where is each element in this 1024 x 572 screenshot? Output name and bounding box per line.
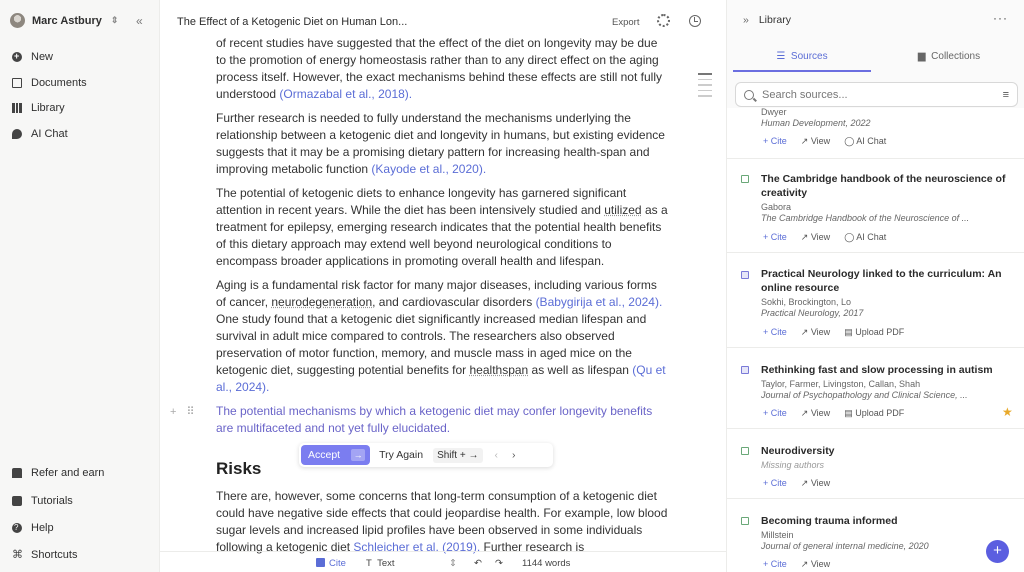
text-style-select[interactable]: T Text <box>366 558 395 569</box>
tab-collections[interactable] <box>879 51 1019 62</box>
sidebar <box>0 0 160 572</box>
history-clock-icon[interactable] <box>689 15 701 27</box>
ai-suggestion[interactable]: The potential mechanisms by which a ketogenic diet may confer longevity benefits are multifaceted and not yet fully elucidated. <box>216 404 653 435</box>
paragraph-text: Further research is <box>480 540 585 554</box>
sidebar-item-label: New <box>31 51 54 63</box>
card-actions <box>763 559 830 570</box>
word-count: 1144 words <box>522 558 571 569</box>
help-icon <box>12 523 22 533</box>
source-publication: The Cambridge Handbook of the Neuroscience of ... <box>761 213 970 223</box>
card-actions <box>763 232 886 243</box>
source-authors: Taylor, Farmer, Livingston, Callan, Shah <box>761 379 921 389</box>
action-label: Cite <box>770 559 787 569</box>
sidebar-item-refer[interactable] <box>12 467 152 479</box>
shift-shortcut <box>433 448 482 463</box>
user-name: Marc Astbury <box>32 14 102 27</box>
sidebar-item-label: Refer and earn <box>31 467 105 479</box>
article-icon <box>741 366 749 374</box>
paragraph[interactable] <box>216 185 670 270</box>
avatar <box>10 13 25 28</box>
sidebar-item-label: AI Chat <box>31 128 68 140</box>
source-publication: Human Development, 2022 <box>761 118 871 128</box>
collapse-sidebar-icon[interactable]: « <box>136 14 143 28</box>
sidebar-item-label: Documents <box>31 77 87 89</box>
view-button[interactable]: ↗ View <box>800 478 831 488</box>
sidebar-item-new[interactable] <box>12 51 152 63</box>
cite-button[interactable]: + Cite <box>763 327 787 337</box>
action-label: View <box>810 327 831 337</box>
source-publication: Journal of general internal medicine, 2020 <box>761 541 929 551</box>
sidebar-item-documents[interactable] <box>12 77 152 89</box>
source-publication: Journal of Psychopathology and Clinical Science, ... <box>761 390 968 400</box>
view-button[interactable]: ↗ View <box>800 408 831 418</box>
chevron-updown-icon: ⇕ <box>110 15 119 25</box>
document-title[interactable]: The Effect of a Ketogenic Diet on Human Lon... <box>177 16 408 28</box>
list-icon: ☰ <box>776 51 791 62</box>
spelling-flag[interactable]: healthspan <box>469 363 529 377</box>
tab-sources[interactable] <box>733 51 871 72</box>
paragraph-text: as well as lifespan <box>528 363 633 377</box>
document-icon <box>12 78 22 88</box>
sidebar-item-label: Shortcuts <box>31 549 78 561</box>
view-button[interactable]: ↗ View <box>800 327 831 337</box>
more-options-icon[interactable]: ··· <box>993 11 1008 25</box>
cite-icon <box>316 558 325 567</box>
sidebar-item-library[interactable] <box>12 102 152 114</box>
arrow-right-icon: → <box>468 449 479 461</box>
source-card[interactable] <box>727 252 1024 347</box>
action-label: View <box>810 478 831 488</box>
paragraph-text: , and cardiovascular disorders <box>372 295 536 309</box>
sidebar-item-help[interactable] <box>12 522 152 534</box>
gift-icon <box>12 468 22 478</box>
next-suggestion-icon[interactable]: › <box>512 449 516 461</box>
source-card[interactable] <box>727 498 1024 572</box>
cite-button[interactable] <box>316 558 346 569</box>
sidebar-item-label: Library <box>31 102 65 114</box>
shift-label: Shift <box>437 449 458 461</box>
source-title[interactable]: Practical Neurology linked to the curriculum: An online resource <box>761 268 1002 294</box>
export-button[interactable]: Export <box>612 17 640 28</box>
spelling-flag[interactable]: neurodegeneration <box>271 295 373 309</box>
action-label: Cite <box>770 478 787 488</box>
expand-panel-icon[interactable]: » <box>743 14 749 26</box>
view-button[interactable]: ↗ View <box>800 232 831 242</box>
try-again-button[interactable]: Try Again <box>379 449 424 461</box>
user-menu[interactable] <box>10 13 118 28</box>
video-icon <box>12 496 22 506</box>
action-label: Cite <box>770 232 787 242</box>
sidebar-item-tutorials[interactable] <box>12 495 152 507</box>
action-label: Cite <box>770 136 787 146</box>
citation-link[interactable]: (Babygirija et al., 2024). <box>535 295 663 309</box>
action-label: Upload PDF <box>855 327 905 337</box>
action-label: Cite <box>770 408 787 418</box>
action-label: View <box>810 136 831 146</box>
document-minimap[interactable] <box>698 73 712 101</box>
spelling-flag[interactable]: utilized <box>604 203 642 217</box>
cite-button[interactable]: + Cite <box>763 232 787 242</box>
source-title[interactable]: Rethinking fast and slow processing in autism <box>761 364 993 376</box>
action-label: View <box>810 232 831 242</box>
search-placeholder: Search sources... <box>762 88 848 101</box>
source-authors: Sokhi, Brockington, Lo <box>761 297 852 307</box>
action-label: Cite <box>770 327 787 337</box>
arrow-right-icon: → <box>351 449 365 461</box>
redo-icon[interactable]: ↷ <box>495 558 503 569</box>
search-icon <box>744 90 754 100</box>
paragraph[interactable] <box>216 277 670 396</box>
view-button[interactable]: ↗ View <box>800 136 831 146</box>
source-publication: Practical Neurology, 2017 <box>761 308 864 318</box>
paragraph[interactable] <box>216 110 670 178</box>
tab-label: Sources <box>790 51 828 62</box>
citation-link[interactable]: Schleicher et al. (2019). <box>353 540 481 554</box>
library-panel <box>726 0 1024 572</box>
card-actions <box>763 327 904 338</box>
paragraph[interactable] <box>216 35 670 103</box>
ai-chat-button[interactable]: ◯ AI Chat <box>844 232 887 242</box>
book-icon <box>741 517 749 525</box>
action-label: Upload PDF <box>855 408 905 418</box>
editor <box>160 0 726 572</box>
paragraph-text: Aging is a fundamental risk factor for many major diseases, including various forms of cancer, <box>216 278 657 309</box>
folder-icon: ▆ <box>917 51 932 62</box>
action-label: View <box>810 559 831 569</box>
source-card[interactable] <box>727 108 1024 158</box>
article-icon <box>741 271 749 279</box>
gear-icon[interactable] <box>657 14 670 27</box>
drag-handle-icon[interactable]: ⠿ <box>186 406 205 418</box>
source-authors: Missing authors <box>761 460 825 470</box>
accept-label: Accept <box>308 449 341 461</box>
action-label: View <box>810 408 831 418</box>
chat-icon <box>12 129 22 139</box>
source-authors: Gabora <box>761 202 792 212</box>
section-heading[interactable]: Risks <box>216 459 262 478</box>
cite-button[interactable]: + Cite <box>763 408 787 418</box>
citation-link[interactable]: (Qu et al., 2024). <box>216 363 666 394</box>
card-actions <box>763 136 886 147</box>
source-authors: Millstein <box>761 530 794 540</box>
card-actions <box>763 478 830 489</box>
paragraph-text: as a treatment for epilepsy, emerging research indicates that the potential health benefits of this dietary approach may extend well beyond neurological conditions to encompass broader applications in promoting overall health and lifespan. <box>216 203 668 268</box>
sidebar-item-label: Tutorials <box>31 495 73 507</box>
text-style-label: Text <box>377 558 395 569</box>
cite-button[interactable]: + Cite <box>763 559 787 569</box>
status-bar <box>160 551 726 572</box>
sidebar-item-shortcuts[interactable] <box>12 549 152 561</box>
card-actions <box>763 408 904 419</box>
suggestion-popup <box>299 443 553 467</box>
sidebar-item-label: Help <box>31 522 54 534</box>
library-icon <box>12 103 22 113</box>
citation-link[interactable]: (Kayode et al., 2020). <box>371 162 487 176</box>
paragraph-text: Further research is needed to fully understand the mechanisms underlying the relationship between a ketogenic diet and longevity in humans, but existing evidence suggests that it may be a promising dietary pattern for increasing health-span and improving metabolic function <box>216 111 665 176</box>
library-title: Library <box>758 14 791 26</box>
undo-icon[interactable]: ↶ <box>474 558 482 569</box>
paragraph-text: of recent studies have suggested that the effect of the diet on longevity may be due to the promotion of energy homeostasis rather than to any direct effect on the aging process itself. However, the exact mechanisms behind these effects are still not fully understood <box>216 36 662 101</box>
chevron-updown-icon[interactable]: ⇕ <box>449 558 457 569</box>
source-title[interactable]: Becoming trauma informed <box>761 515 898 527</box>
source-authors: Dwyer <box>761 107 787 117</box>
source-card[interactable] <box>727 158 1024 252</box>
accept-button[interactable] <box>301 445 370 465</box>
ai-chat-button[interactable]: ◯ AI Chat <box>844 136 887 146</box>
source-card[interactable] <box>727 428 1024 498</box>
tab-label: Collections <box>931 51 981 62</box>
book-icon <box>741 447 749 455</box>
add-source-button[interactable]: + <box>986 540 1009 563</box>
sidebar-item-ai-chat[interactable] <box>12 128 152 140</box>
cite-label: Cite <box>329 558 346 569</box>
filter-icon[interactable]: ≡ <box>1002 89 1009 101</box>
command-icon: ⌘ <box>12 549 23 561</box>
paragraph-text: There are, however, some concerns that long-term consumption of a ketogenic diet could have negative side effects that could jeopardise health. For example, low blood sugar levels and increased lipid profiles have been observed in some individuals following a ketogenic diet <box>216 489 668 554</box>
source-title[interactable]: The Cambridge handbook of the neuroscience of creativity <box>761 173 1006 199</box>
upload-pdf-button[interactable]: ▤ Upload PDF <box>844 408 905 418</box>
source-title[interactable]: Neurodiversity <box>761 445 835 457</box>
cite-button[interactable]: + Cite <box>763 478 787 488</box>
previous-suggestion-icon[interactable]: ‹ <box>494 449 498 461</box>
cite-button[interactable]: + Cite <box>763 136 787 146</box>
block-handle[interactable] <box>170 405 205 418</box>
paragraph[interactable] <box>216 488 670 556</box>
view-button[interactable]: ↗ View <box>800 559 831 569</box>
search-sources-input[interactable] <box>735 82 1018 107</box>
action-label: AI Chat <box>856 232 887 242</box>
star-icon[interactable]: ★ <box>1002 405 1013 419</box>
add-block-icon[interactable]: + <box>170 406 187 418</box>
plus-circle-icon <box>12 52 22 62</box>
action-label: AI Chat <box>856 136 887 146</box>
source-card[interactable] <box>727 347 1024 428</box>
paragraph-text: One study found that a ketogenic diet significantly increased median lifespan and survival in adult mice compared to controls. The researchers also observed preservation of motor function, memory, and muscle mass in aged mice on the ketogenic diet, suggesting potential benefits for <box>216 312 647 377</box>
paragraph-text: The potential of ketogenic diets to enhance longevity has garnered significant attention in recent years. While the diet has been intensively studied and <box>216 186 627 217</box>
book-icon <box>741 175 749 183</box>
citation-link[interactable]: (Ormazabal et al., 2018). <box>279 87 413 101</box>
upload-pdf-button[interactable]: ▤ Upload PDF <box>844 327 905 337</box>
library-header <box>743 14 791 26</box>
plus-label: + <box>459 449 466 461</box>
